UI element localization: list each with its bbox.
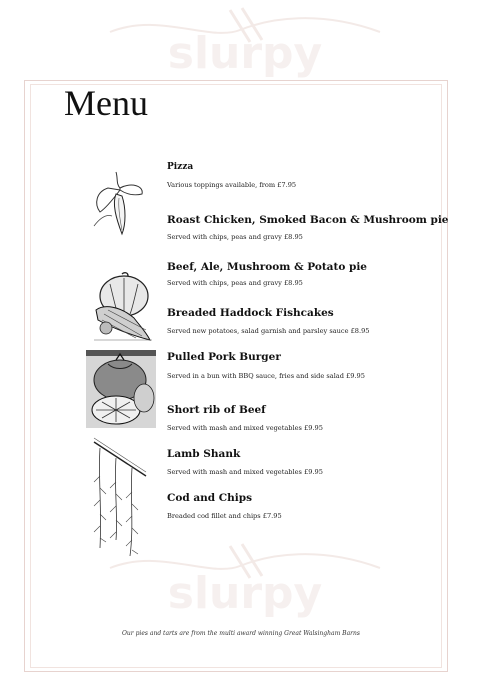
watermark-logo-bottom (100, 538, 390, 618)
watermark-logo-top (100, 2, 390, 82)
pepper-sketch-image (86, 168, 150, 240)
menu-item-description: Various toppings available, from £7.95 (167, 181, 297, 189)
menu-item-name: Cod and Chips (167, 492, 253, 504)
menu-item-name: Beef, Ale, Mushroom & Potato pie (167, 261, 367, 273)
menu-item-description: Served in a bun with BBQ sauce, fries and side salad £9.95 (167, 372, 365, 380)
menu-item-name: Lamb Shank (167, 448, 241, 460)
menu-item-description: Served with chips, peas and gravy £8.95 (167, 279, 303, 287)
tomato-sketch-image (86, 350, 156, 428)
menu-item-description: Served new potatoes, salad garnish and parsley sauce £8.95 (167, 327, 370, 335)
menu-item-name: Pulled Pork Burger (167, 351, 281, 363)
menu-item-name: Roast Chicken, Smoked Bacon & Mushroom pie (167, 214, 449, 226)
menu-item-description: Breaded cod fillet and chips £7.95 (167, 512, 282, 520)
menu-item-description: Served with mash and mixed vegetables £9.95 (167, 424, 323, 432)
footnote: Our pies and tarts are from the multi award winning Great Walsingham Barns (122, 630, 360, 637)
menu-item-name: Breaded Haddock Fishcakes (167, 307, 334, 319)
menu-item-description: Served with mash and mixed vegetables £9.95 (167, 468, 323, 476)
vegetables-sketch-image (90, 270, 156, 344)
menu-item-name: Pizza (167, 162, 194, 172)
menu-item-name: Short rib of Beef (167, 404, 266, 416)
page-title: Menu (64, 83, 148, 123)
watermark-text: slurpy (167, 28, 323, 79)
watermark-text: slurpy (167, 568, 323, 618)
menu-item-description: Served with chips, peas and gravy £8.95 (167, 233, 303, 241)
